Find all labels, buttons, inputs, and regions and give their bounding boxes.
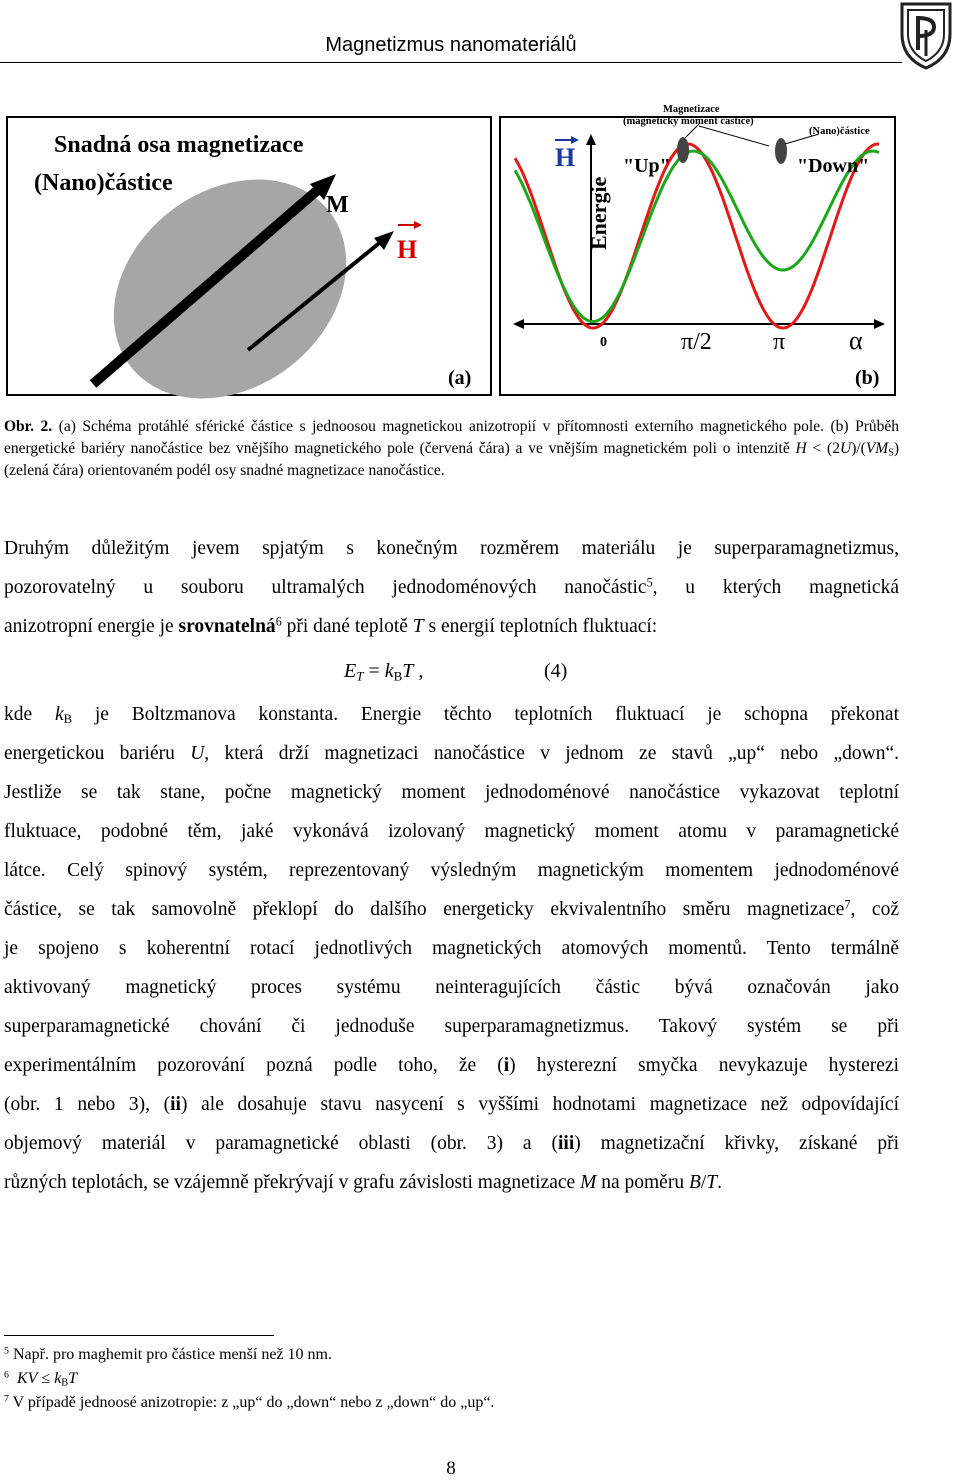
body-line: Jestliže se tak stane, počne magnetický moment jednodoménové nanočástice vykazovat teplotní <box>4 782 899 803</box>
footnote-ref-5[interactable]: 5 <box>646 575 653 590</box>
footnote-6: $^6$ KV ≤ $k_BT$ <box>4 1369 78 1389</box>
footnote-ref-6[interactable]: 6 <box>275 614 282 629</box>
annotation-magnetization-line2: (magneticky moment částice) <box>623 116 754 127</box>
body-line: je spojeno s koherentní rotací jednotlivých magnetických atomových momentů. Tento termálně <box>4 938 899 959</box>
running-header-title: Magnetizmus nanomateriálů <box>325 34 577 56</box>
equation-number: (4) <box>544 660 568 682</box>
label-magnetization: M <box>326 192 349 218</box>
page-number: 8 <box>446 1458 456 1479</box>
panel-b-drawing <box>501 104 894 394</box>
panel-a-title-line1: Snadná osa magnetizace <box>54 132 304 158</box>
figure-panel-b <box>499 104 896 396</box>
x-axis-label: α <box>849 326 863 355</box>
body-line: energetickou bariéru U, která drží magnetizaci nanočástice v jednom ze stavů „up“ nebo „down“. <box>4 743 900 764</box>
equation-formula: $E_T = k_BT$ , <box>344 660 424 684</box>
header-rule <box>0 62 902 63</box>
footnote-separator <box>4 1335 274 1336</box>
body-line: objemový materiál v paramagnetické oblasti (obr. 3) a (iii) magnetizační křivky, získané při <box>4 1133 899 1154</box>
body-line: anizotropní energie je srovnatelná$^6$ při dané teplotě T s energií teplotních fluktuací: <box>4 614 658 637</box>
body-line: částice, se tak samovolně překlopí do dalšího energeticky ekvivalentního směru magnetizace$^7$, což <box>4 897 899 920</box>
body-line: různých teplotách, se vzájemně překrývají v grafu závislosti magnetizace M na poměru B/T. <box>4 1172 723 1193</box>
body-line: fluktuace, podobné těm, jaké vykonává izolovaný magnetický moment atomu v paramagnetické <box>4 821 899 842</box>
body-line: pozorovatelný u souboru ultramalých jednodoménových nanočástic$^5$, u kterých magnetická <box>4 575 899 598</box>
body-line: kde $k_B$ je Boltzmanova konstanta. Energie těchto teplotních fluktuací je schopna překonat <box>4 704 899 727</box>
annotation-magnetization-line1: Magnetizace <box>663 104 720 115</box>
label-up: "Up" <box>623 155 671 177</box>
label-down: "Down" <box>797 155 870 177</box>
annotation-leader-2 <box>699 126 769 146</box>
tick-pi-half: π/2 <box>681 329 712 355</box>
annotation-nanoparticle: (Nano)částice <box>809 126 870 137</box>
down-particle-icon <box>775 138 787 164</box>
panel-a-label: (a) <box>448 367 472 389</box>
label-field-b: H <box>555 143 576 172</box>
panel-a-drawing <box>8 118 490 394</box>
equation-4 <box>4 660 899 690</box>
footnote-5: $^5$ Např. pro maghemit pro částice menší než 10 nm. <box>4 1345 332 1363</box>
panel-a-title-line2: (Nano)částice <box>34 170 173 196</box>
tick-pi: π <box>773 329 786 355</box>
footnote-7: $^7$ V případě jednoosé anizotropie: z „up“ do „down“ nebo z „down“ do „up“. <box>4 1393 495 1411</box>
body-line: (obr. 1 nebo 3), (ii) ale dosahuje stavu nasycení s vyššími hodnotami magnetizace než odpovídající <box>4 1094 899 1115</box>
up-particle-icon <box>677 137 689 163</box>
figure-2 <box>6 104 896 396</box>
figure-caption: Obr. 2. (a) Schéma protáhlé sférické částice s jednoosou magnetickou anizotropií v přítomnosti externího magnetického pole. (b) Průběh energetické bariéry nanočástice bez vnějšího magnetického pole (červená čára) a ve vnějším magnetickém poli o intenzitě $H < (2U)/(VM_S)$ (zelená čára) orientovaném podél osy snadné magnetizace nanočástice. <box>4 418 900 479</box>
panel-b-label: (b) <box>855 367 880 389</box>
tick-0: 0 <box>600 335 607 350</box>
body-line: Druhým důležitým jevem spjatým s konečným rozměrem materiálu je superparamagnetizmus, <box>4 538 899 559</box>
footnote-ref-7[interactable]: 7 <box>844 897 851 912</box>
y-axis-label: Energie <box>586 176 611 250</box>
university-logo-icon <box>896 0 956 70</box>
figure-panel-a <box>6 116 492 396</box>
body-line: superparamagnetické chování či jednoduše superparamagnetizmus. Takový systém se při <box>4 1016 899 1037</box>
body-line: experimentálním pozorování pozná podle toho, že (i) hysterezní smyčka nevykazuje hysterezi <box>4 1055 899 1076</box>
label-field-a: H <box>397 235 418 264</box>
body-line: aktivovaný magnetický proces systému neinteragujících částic bývá označován jako <box>4 977 899 998</box>
caption-lead: Obr. 2. <box>4 418 53 435</box>
body-line: látce. Celý spinový systém, reprezentovaný výsledným magnetickým momentem jednodoménové <box>4 860 899 881</box>
